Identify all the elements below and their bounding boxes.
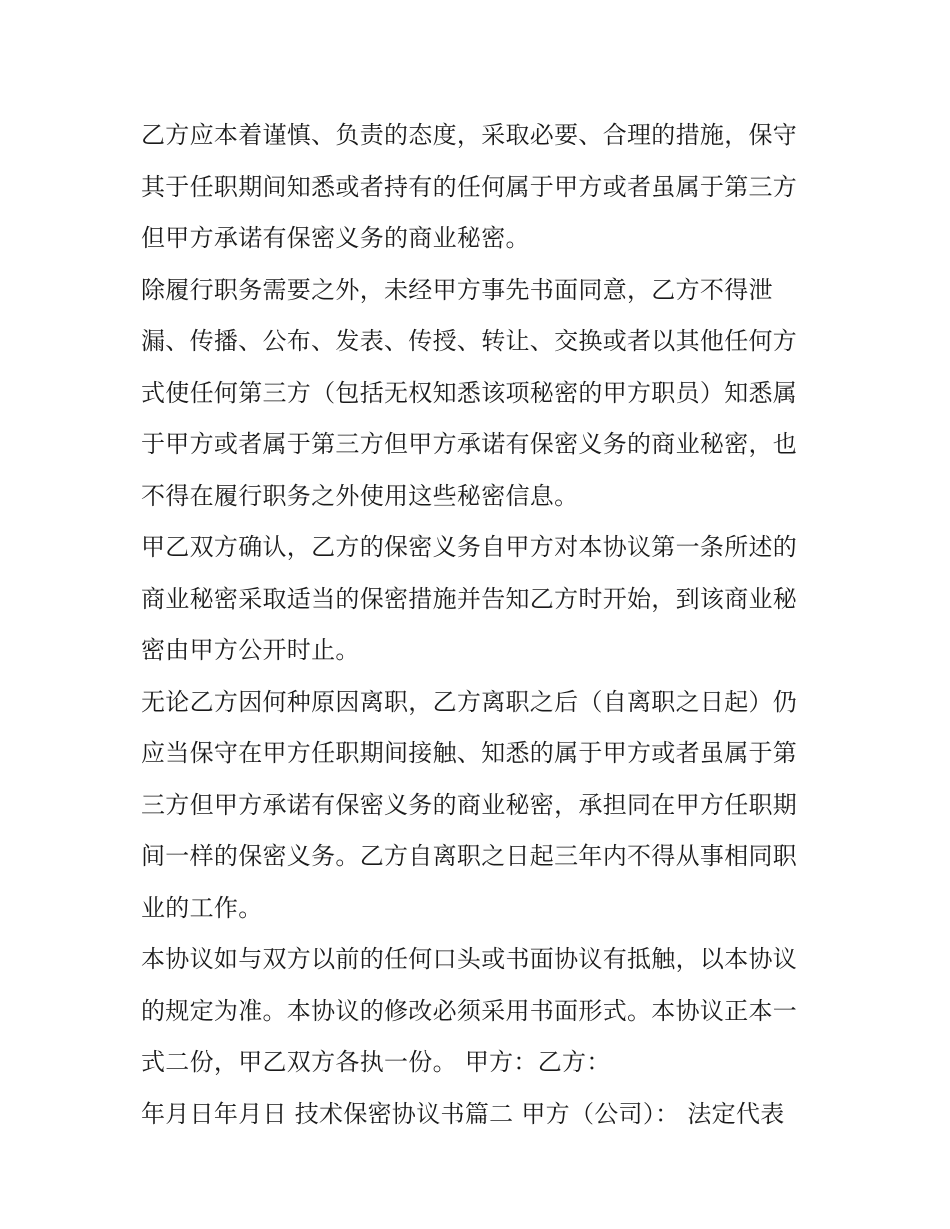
text-line: 商业秘密采取适当的保密措施并告知乙方时开始，到该商业秘 (141, 584, 798, 613)
text-line: 业的工作。 (141, 893, 263, 922)
text-line: 漏、传播、公布、发表、传授、转让、交换或者以其他任何方 (141, 327, 798, 355)
text-line: 密由甲方公开时止。 (141, 636, 360, 664)
text-line: 于甲方或者属于第三方但甲方承诺有保密义务的商业秘密，也 (141, 430, 798, 458)
text-line: 式使任何第三方（包括无权知悉该项秘密的甲方职员）知悉属 (141, 378, 798, 407)
text-line: 除履行职务需要之外，未经甲方事先书面同意，乙方不得泄 (141, 275, 773, 304)
text-line: 式二份，甲乙双方各执一份。 甲方：乙方： (141, 1048, 611, 1076)
text-line: 间一样的保密义务。乙方自离职之日起三年内不得从事相同职 (141, 842, 798, 870)
text-line: 乙方应本着谨慎、负责的态度，采取必要、合理的措施，保守 (141, 121, 798, 149)
text-line: 本协议如与双方以前的任何口头或书面协议有抵触，以本协议 (141, 945, 798, 973)
text-line: 年月日年月日 技术保密协议书篇二 甲方（公司）： 法定代表 (141, 1099, 785, 1128)
text-line: 其于任职期间知悉或者持有的任何属于甲方或者虽属于第三方 (141, 172, 798, 201)
text-line: 的规定为准。本协议的修改必须采用书面形式。本协议正本一 (141, 996, 798, 1025)
text-line: 但甲方承诺有保密义务的商业秘密。 (141, 224, 530, 252)
text-line: 甲乙双方确认，乙方的保密义务自甲方对本协议第一条所述的 (141, 533, 798, 561)
text-line: 不得在履行职务之外使用这些秘密信息。 (141, 481, 579, 510)
document-body (141, 110, 813, 1140)
text-line: 无论乙方因何种原因离职，乙方离职之后（自离职之日起）仍 (141, 687, 798, 716)
text-line: 应当保守在甲方任职期间接触、知悉的属于甲方或者虽属于第 (141, 739, 798, 767)
text-line: 三方但甲方承诺有保密义务的商业秘密，承担同在甲方任职期 (141, 790, 798, 819)
